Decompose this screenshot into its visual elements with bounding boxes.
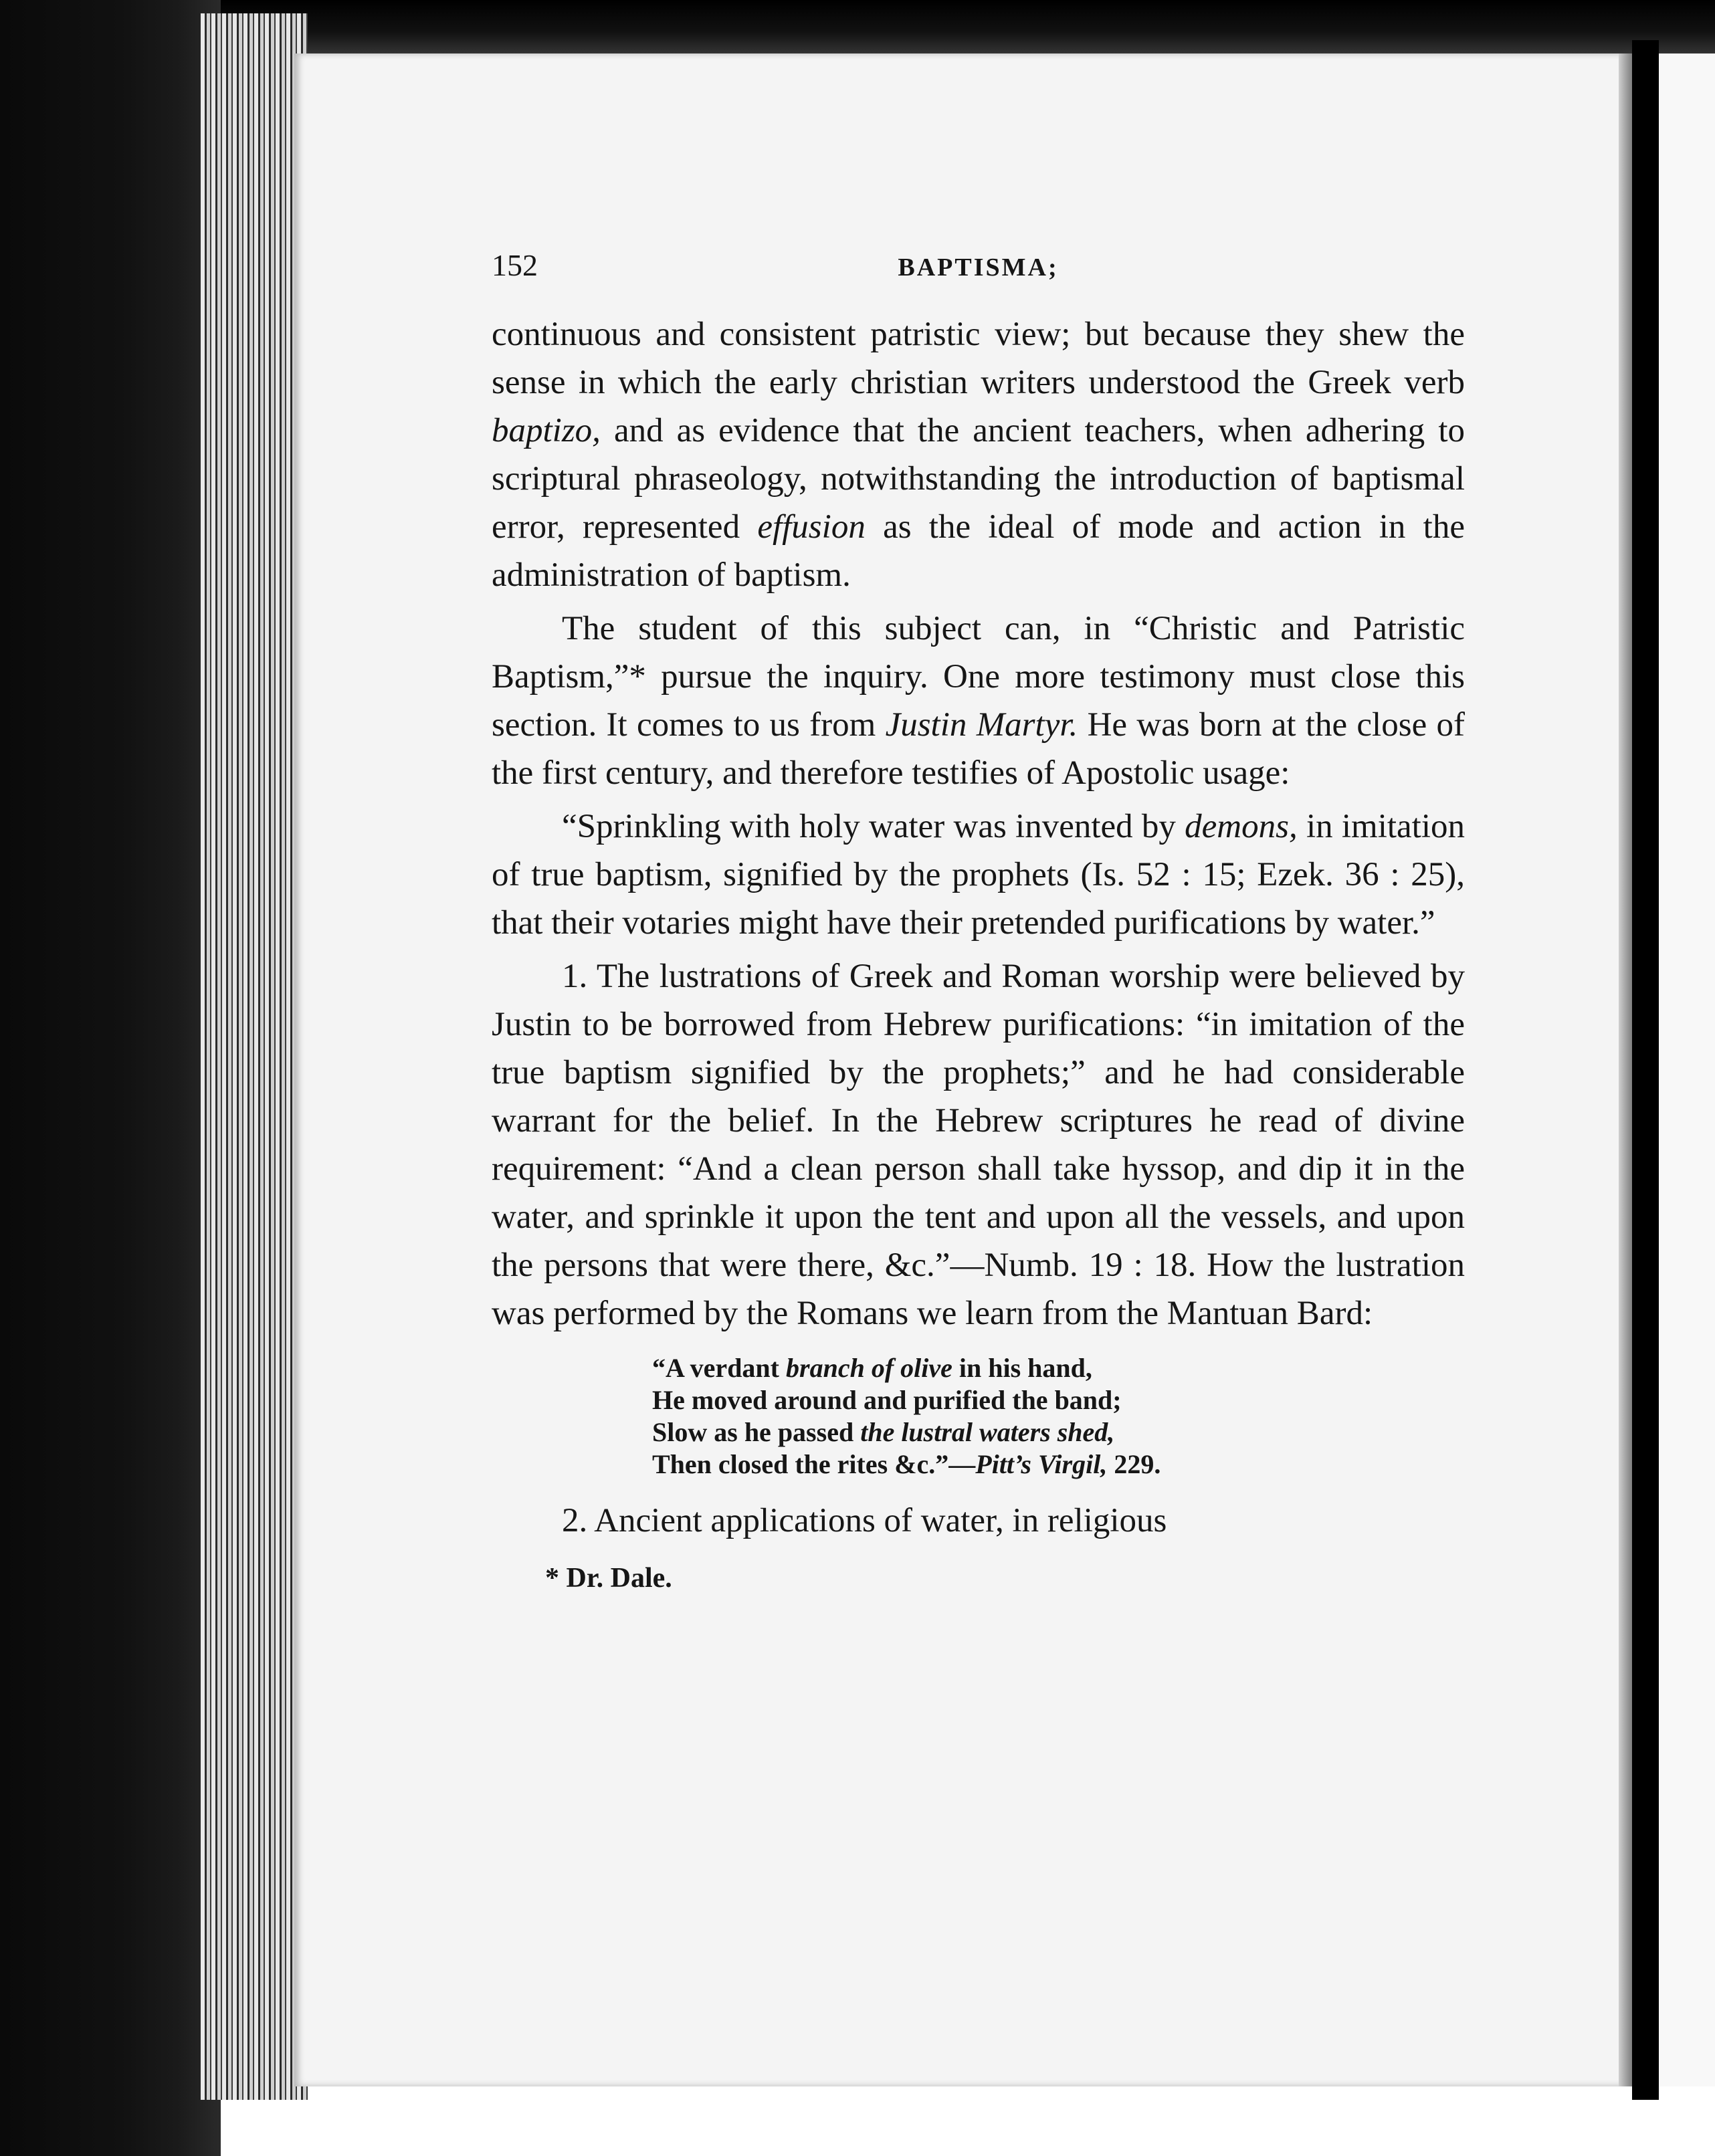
paragraph-3-quote [492,802,1465,947]
p1-text-e: as the ideal of mode and action in the administration of baptism. [492,508,1465,594]
paragraph-5: 2. Ancient applications of water, in religious [562,1502,1167,1539]
p2-text-c: He was born at the close of the first century, and therefore testifies of Apostolic usage: [492,706,1465,792]
verse-3b: the lustral waters shed, [860,1417,1115,1447]
p2-text-a: The student of this subject can, in “Christic and Patristic Baptism,”* pursue the inquiry. One more testimony must close this section. It comes to us from [492,610,1465,744]
paragraph-2 [492,605,1465,797]
p1-italic-effusion: effusion [757,508,866,546]
verse-line-2: He moved around and purified the band; [652,1385,1122,1415]
verse-4c: 229. [1107,1449,1161,1479]
p3-italic-demons: demons, [1185,808,1298,845]
verse-4b: Pitt’s Virgil, [975,1449,1108,1479]
verse-4a: Then closed the rites &c.”— [652,1449,976,1479]
paragraph-1 [492,310,1465,599]
page-edges [201,13,308,2100]
scan-left-border [0,0,221,2156]
verse-quotation [652,1352,1465,1481]
p3-text-c: in imitation of true baptism, signified by the prophets (Is. 52 : 15; Ezek. 36 : 25), that their votaries might have their pretended purifications by water.” [492,808,1466,942]
p2-italic-justin: Justin Martyr. [885,706,1078,744]
verse-1c: in his hand, [952,1353,1092,1383]
scan-top-border [201,0,1715,53]
verse-1a: “A verdant [652,1353,786,1383]
p3-text-a: “Sprinkling with holy water was invented by [562,808,1185,845]
gutter-shadow [1632,40,1659,2100]
facing-page-edge [1659,53,1715,2086]
running-title: BAPTISMA; [898,253,1059,282]
verse-line-4 [652,1448,1465,1481]
verse-3a: Slow as he passed [652,1417,861,1447]
page-text [492,247,1465,1594]
verse-line-3 [652,1416,1465,1448]
paragraph-4: 1. The lustrations of Greek and Roman worship were believed by Justin to be borrowed from Hebrew purifications: “in imitation of the true baptism signified by the prophets;” and he had considerable warrant for the belief. In the Hebrew scriptures he read of divine requirement: “And a clean person shall take hyssop, and dip it in the water, and sprinkle it upon the tent and upon all the vessels, and upon the persons that were there, &c.”—Numb. 19 : 18. How the lustration was performed by the Romans we learn from the Mantuan Bard: [492,958,1465,1332]
verse-line-1 [652,1352,1465,1384]
p1-text-a: continuous and consistent patristic view; but because they shew the sense in which the early christian writers understood the Greek verb [492,316,1465,401]
verse-1b: branch of olive [786,1353,952,1383]
footnote: * Dr. Dale. [545,1563,672,1594]
p1-text-c: and as evidence that the ancient teachers, when adhering to scriptural phraseology, notwithstanding the introduction of baptismal error, represented [492,412,1465,546]
p1-italic-baptizo: baptizo, [492,412,601,449]
running-head [492,247,1465,301]
page-number: 152 [492,248,538,282]
